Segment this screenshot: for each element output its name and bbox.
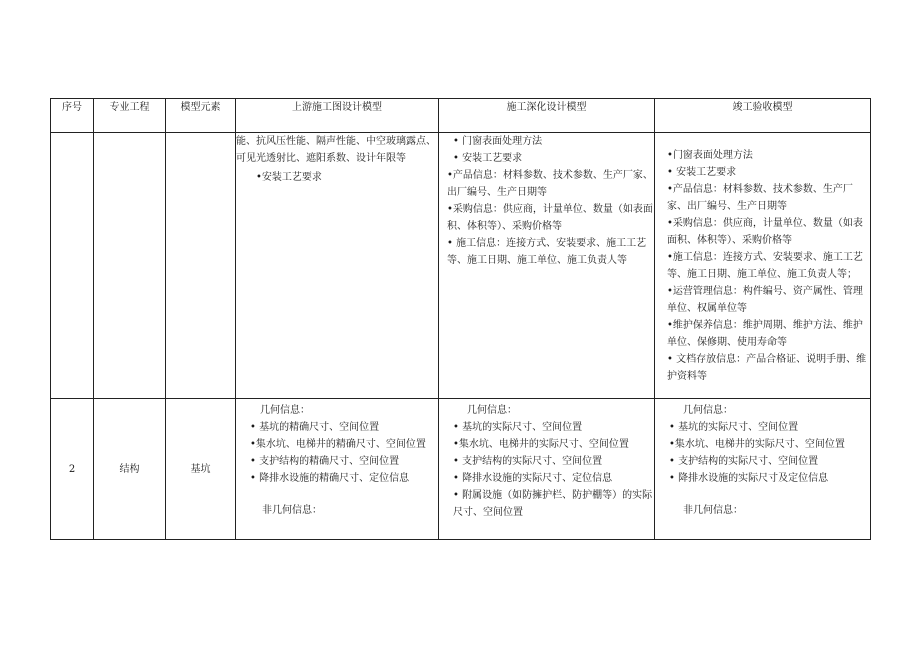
cell-line: •门窗表面处理方法 — [667, 150, 753, 161]
cell-line: •安装工艺要求 — [256, 172, 322, 183]
row2-index: 2 — [51, 399, 94, 540]
cell-line: • 降排水设施的实际尺寸及定位信息 — [669, 473, 829, 484]
cell-line: •集水坑、电梯井的实际尺寸、空间位置 — [453, 439, 629, 450]
cell-line: • 基坑的精确尺寸、空间位置 — [250, 422, 380, 433]
header-index: 序号 — [51, 99, 94, 133]
cell-line: • 支护结构的实际尺寸、空间位置 — [669, 456, 819, 467]
header-row — [51, 99, 871, 133]
cell-line: • 施工信息：连接方式、安装要求、施工工艺等、施工日期、施工单位、施工负责人等 — [447, 238, 647, 266]
cell-line: •集水坑、电梯井的精确尺寸、空间位置 — [250, 439, 426, 450]
header-discipline: 专业工程 — [94, 99, 166, 133]
row1-completion-cell — [655, 133, 871, 399]
row1-element — [166, 133, 236, 399]
cell-line: • 降排水设施的实际尺寸、定位信息 — [453, 473, 613, 484]
row2-deepen-cell — [439, 399, 655, 540]
cell-line: • 安装工艺要求 — [667, 167, 737, 178]
cell-line: •运营管理信息：构件编号、资产属性、管理单位、权属单位等 — [667, 286, 863, 314]
row1-deepen-cell — [439, 133, 655, 399]
cell-line: •采购信息：供应商，计量单位、数量（如表面积、体积等）、采购价格等 — [667, 218, 863, 246]
row2-discipline: 结构 — [94, 399, 166, 540]
cell-line: 几何信息： — [467, 405, 517, 416]
cell-line: • 基坑的实际尺寸、空间位置 — [669, 422, 799, 433]
cell-line: •维护保养信息：维护周期、维护方法、维护单位、保修期、使用寿命等 — [667, 320, 863, 348]
cell-line: •采购信息：供应商，计量单位、数量（如表面积、体积等）、采购价格等 — [447, 204, 653, 232]
cell-line: •产品信息：材料参数、技术参数、生产厂家、出厂编号、生产日期等 — [447, 170, 653, 198]
row2-element: 基坑 — [166, 399, 236, 540]
row1-upstream-cell — [236, 133, 439, 399]
row1-discipline — [94, 133, 166, 399]
cell-line: • 门窗表面处理方法 — [453, 136, 543, 147]
table-row — [51, 133, 871, 399]
header-element: 模型元素 — [166, 99, 236, 133]
cell-line: • 附属设施（如防擁护栏、防护棚等）的实际尺寸、空间位置 — [453, 490, 653, 518]
cell-line: 非几何信息： — [262, 505, 322, 516]
cell-line: • 安装工艺要求 — [453, 153, 523, 164]
spec-table — [50, 98, 871, 540]
cell-line: • 支护结构的实际尺寸、空间位置 — [453, 456, 603, 467]
cell-line: • 文档存放信息：产品合格证、说明手册、维护资料等 — [667, 354, 867, 382]
cell-line: •施工信息：连接方式、安装要求、施工工艺等、施工日期、施工单位、施工负责人等； — [667, 252, 863, 280]
cell-line: 非几何信息： — [683, 505, 743, 516]
cell-line: 能、抗风压性能、隔声性能、中空玻璃露点、可见光透射比、遮阳系数、设计年限等 — [236, 136, 436, 164]
header-deepen-model: 施工深化设计模型 — [439, 99, 655, 133]
cell-line: 几何信息： — [683, 405, 733, 416]
header-upstream-model: 上游施工图设计模型 — [236, 99, 439, 133]
cell-line: • 支护结构的精确尺寸、空间位置 — [250, 456, 400, 467]
cell-line: • 降排水设施的精确尺寸、定位信息 — [250, 473, 410, 484]
cell-line: 几何信息： — [260, 405, 310, 416]
table-row — [51, 399, 871, 540]
cell-line: •产品信息：材料参数、技术参数、生产厂家、出厂编号、生产日期等 — [667, 184, 853, 212]
row1-index — [51, 133, 94, 399]
cell-line: • 基坑的实际尺寸、空间位置 — [453, 422, 583, 433]
header-completion-model: 竣工验收模型 — [655, 99, 871, 133]
row2-completion-cell — [655, 399, 871, 540]
row2-upstream-cell — [236, 399, 439, 540]
cell-line: •集水坑、电梯井的实际尺寸、空间位置 — [669, 439, 845, 450]
